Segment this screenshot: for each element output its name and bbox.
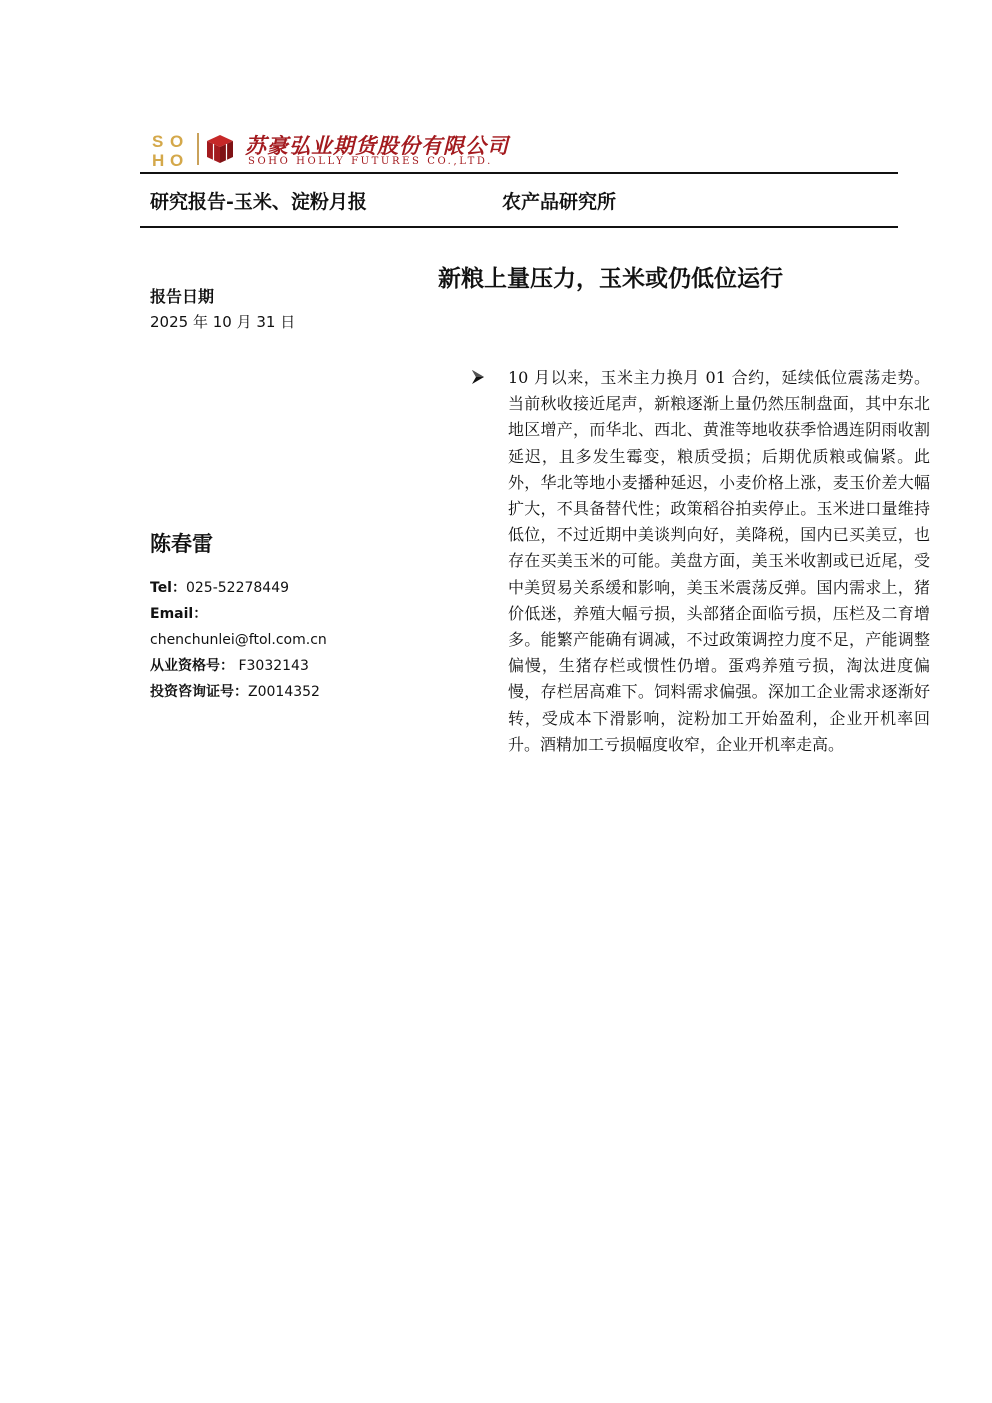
svg-text:O: O xyxy=(170,151,184,168)
svg-text:H: H xyxy=(152,151,165,168)
institute-name: 农产品研究所 xyxy=(502,191,617,213)
report-date-value: 2025 年 10 月 31 日 xyxy=(150,313,296,331)
logo-english-name: SOHO HOLLY FUTURES CO.,LTD. xyxy=(248,156,493,167)
qualification-value: F3032143 xyxy=(234,658,309,674)
soho-logo-icon xyxy=(150,130,192,168)
logo-divider xyxy=(197,133,199,165)
summary-bullet xyxy=(470,365,932,758)
tel-row xyxy=(150,578,410,604)
arrow-bullet-icon xyxy=(470,368,486,386)
summary-text: 10 月以来，玉米主力换月 01 合约，延续低位震荡走势。当前秋收接近尾声，新粮逐渐上量仍然压制盘面，其中东北地区增产，而华北、西北、黄淮等地收获季恰遇连阴雨收割延迟，且多发生霉变，粮质受损；后期优质粮或偏紧。此外，华北等地小麦播种延迟，小麦价格上涨，麦玉价差大幅扩大，不具备替代性；政策稻谷拍卖停止。玉米进口量维持低位，不过近期中美谈判向好，美降税，国内已买美豆，也存在买美玉米的可能。美盘方面，美玉米收割或已近尾，受中美贸易关系缓和影响，美玉米震荡反弹。国内需求上，猪价低迷，养殖大幅亏损，头部猪企面临亏损，压栏及二育增多。能繁产能确有调减，不过政策调控力度不足，产能调整偏慢，生猪存栏或惯性仍增。蛋鸡养殖亏损，淘汰进度偏慢，存栏居高难下。饲料需求偏强。深加工企业需求逐渐好转，受成本下滑影响，淀粉加工开始盈利，企业开机率回升。酒精加工亏损幅度收窄，企业开机率走高。 xyxy=(508,368,930,754)
report-date-label: 报告日期 xyxy=(150,287,215,306)
logo-chinese-name: 苏豪弘业期货股份有限公司 xyxy=(245,133,509,158)
svg-text:S: S xyxy=(152,132,164,151)
header-bottom-rule xyxy=(140,226,898,228)
email-label: Email： xyxy=(150,606,208,622)
header-top-rule xyxy=(140,172,898,174)
email-value[interactable]: chenchunlei@ftol.com.cn xyxy=(150,632,327,648)
consulting-value: Z0014352 xyxy=(248,684,320,700)
svg-text:O: O xyxy=(170,132,184,151)
consulting-label: 投资咨询证号： xyxy=(150,684,248,700)
consulting-row xyxy=(150,682,410,708)
holly-cube-icon xyxy=(203,133,237,165)
tel-label: Tel： xyxy=(150,580,186,596)
analyst-contact xyxy=(150,578,410,708)
email-label-row xyxy=(150,604,410,630)
tel-value: 025-52278449 xyxy=(185,580,290,596)
analyst-name: 陈春雷 xyxy=(150,531,213,556)
report-type: 研究报告-玉米、淀粉月报 xyxy=(150,191,367,213)
company-logo xyxy=(150,130,530,168)
email-row xyxy=(150,630,410,656)
qualification-label: 从业资格号： xyxy=(150,658,234,674)
report-title: 新粮上量压力，玉米或仍低位运行 xyxy=(438,265,783,292)
qualification-row xyxy=(150,656,410,682)
